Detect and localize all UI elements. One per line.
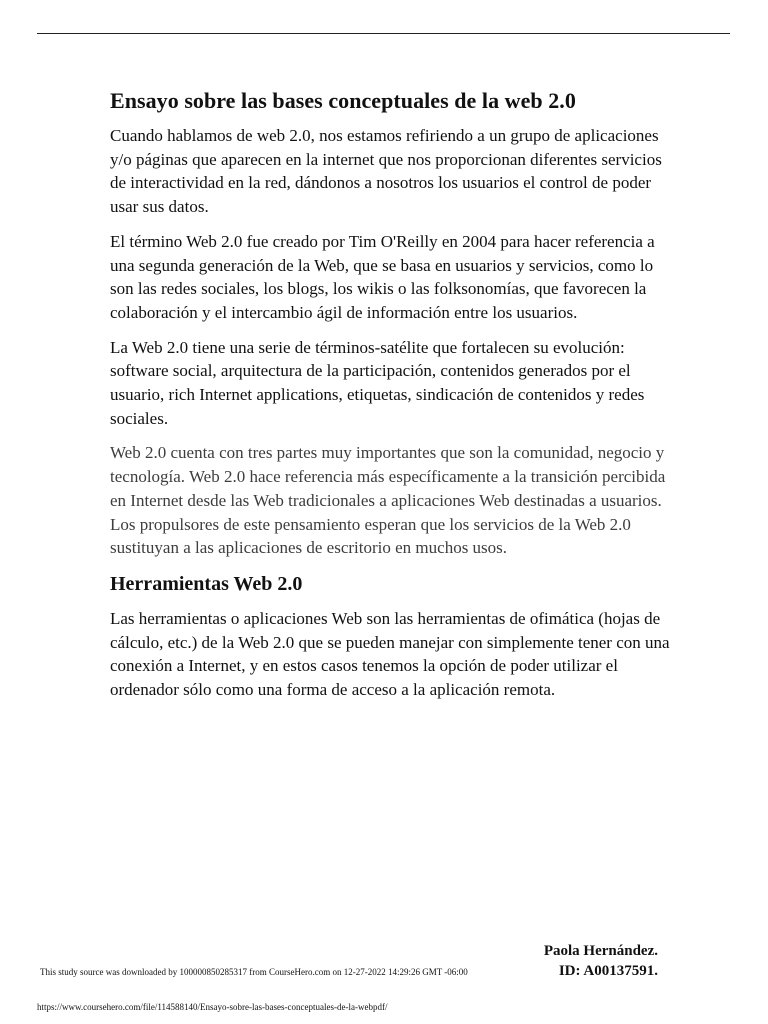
footer-url-link[interactable]: https://www.coursehero.com/file/114588140/Ensayo-sobre-las-bases-conceptuales-de-la-webpdf/: [37, 1002, 388, 1012]
author-id: ID: A00137591.: [558, 963, 658, 979]
document-body: [110, 86, 670, 713]
paragraph-satellite-terms: La Web 2.0 tiene una serie de términos-satélite que fortalecen su evolución: software social, arquitectura de la participación, contenidos generados por el usuario, rich Internet applications, etiquetas, sindicación de contenidos y redes sociales.: [110, 337, 645, 428]
top-divider: [37, 33, 730, 34]
paragraph-origin: El término Web 2.0 fue creado por Tim O'Reilly en 2004 para hacer referencia a una segunda generación de la Web, que se basa en usuarios y servicios, como lo son las redes sociales, los blogs, los wikis o las folksonomías, que favorecen la colaboración y el intercambio ágil de información entre los usuarios.: [110, 231, 655, 322]
document-title: Ensayo sobre las bases conceptuales de la web 2.0: [110, 88, 576, 113]
paragraph-intro: Cuando hablamos de web 2.0, nos estamos refiriendo a un grupo de aplicaciones y/o páginas que aparecen en la internet que nos proporcionan diferentes servicios de interactividad en la red, dándonos a nosotros los usuarios el control de poder usar sus datos.: [110, 126, 662, 217]
download-source-note: This study source was downloaded by 100000850285317 from CourseHero.com on 12-27-2022 14:29:26 GMT -06:00: [40, 967, 468, 977]
author-name: Paola Hernández.: [543, 943, 658, 959]
section-heading-tools: Herramientas Web 2.0: [110, 572, 303, 595]
paragraph-tools: Las herramientas o aplicaciones Web son las herramientas de ofimática (hojas de cálculo, etc.) de la Web 2.0 que se pueden manejar con simplemente tener con una conexión a Internet, y en estos casos tenemos la opción de poder utilizar el ordenador sólo como una forma de acceso a la aplicación remota.: [110, 608, 670, 700]
paragraph-three-parts: Web 2.0 cuenta con tres partes muy importantes que son la comunidad, negocio y tecnología. Web 2.0 hace referencia más específicamente a la transición percibida en Internet desde las Web tradicionales a aplicaciones Web destinadas a usuarios. Los propulsores de este pensamiento esperan que los servicios de la Web 2.0 sustituyan a las aplicaciones de escritorio en muchos usos.: [110, 443, 666, 558]
